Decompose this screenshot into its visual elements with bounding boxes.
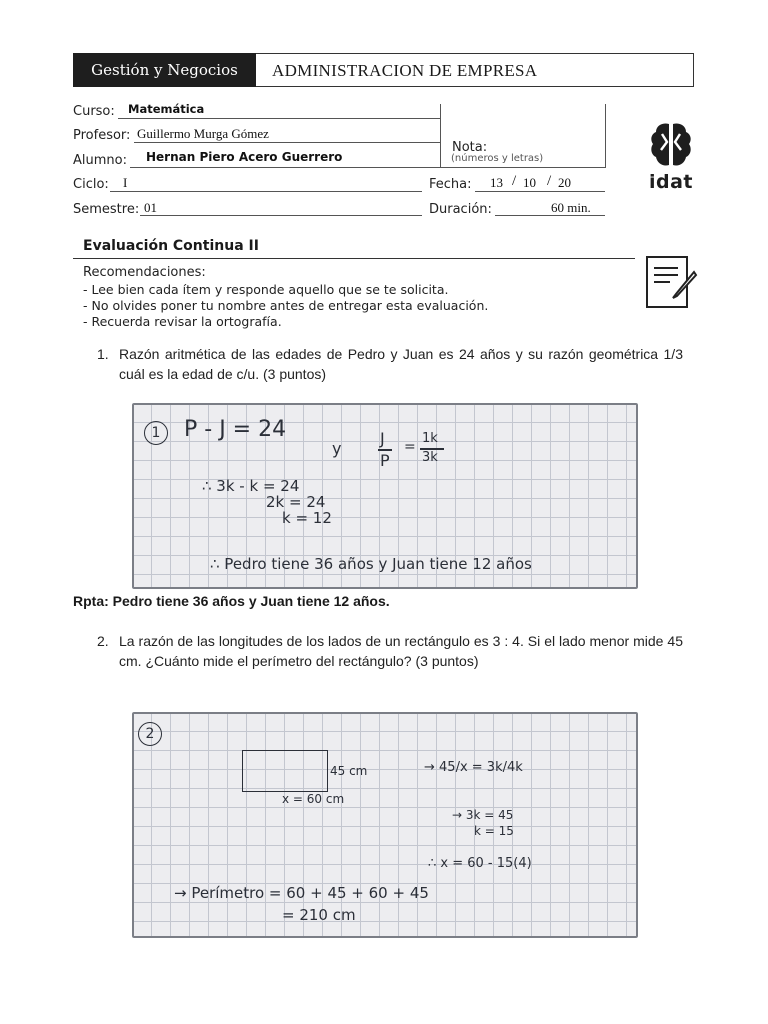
semestre-value: 01 <box>144 200 157 215</box>
alumno-line <box>130 167 440 168</box>
work-step: ∴ x = 60 - 15(4) <box>428 856 532 871</box>
ciclo-label: Ciclo: <box>73 177 109 192</box>
curso-line <box>118 118 440 119</box>
nota-box-left <box>440 104 441 167</box>
profesor-line <box>134 142 440 143</box>
work-step: → 3k = 45 <box>452 808 514 822</box>
answer-text: Rpta: Pedro tiene 36 años y Juan tiene 12 años. <box>73 593 390 609</box>
work-perimeter: → Perímetro = 60 + 45 + 60 + 45 <box>174 884 429 902</box>
question-number: 1. <box>97 346 109 362</box>
nota-box-right <box>605 104 606 167</box>
work-label: 1 <box>144 421 168 445</box>
handwritten-work-photo-1 <box>132 403 638 589</box>
alumno-label: Alumno: <box>73 153 127 168</box>
work-y: y <box>332 439 342 458</box>
course-title: ADMINISTRACION DE EMPRESA <box>272 61 538 80</box>
recommendation-item: - No olvides poner tu nombre antes de entregar esta evaluación. <box>83 298 489 313</box>
work-equals: = <box>404 439 416 455</box>
semestre-line <box>140 215 422 216</box>
work-side-short: 45 cm <box>330 764 368 778</box>
brain-icon <box>648 120 694 172</box>
work-ratio-num: 1k <box>422 431 438 446</box>
nota-hint: (números y letras) <box>451 153 544 164</box>
duracion-label: Duración: <box>429 202 492 217</box>
alumno-value: Hernan Piero Acero Guerrero <box>146 150 343 164</box>
nota-label: Nota: <box>452 140 488 155</box>
work-step: k = 15 <box>474 824 514 838</box>
recommendations-title: Recomendaciones: <box>83 265 206 280</box>
profesor-label: Profesor: <box>73 128 131 143</box>
evaluation-divider <box>73 258 635 259</box>
work-line: P - J = 24 <box>184 417 287 442</box>
work-label: 2 <box>138 722 162 746</box>
recommendation-item: - Lee bien cada ítem y responde aquello que se te solicita. <box>83 282 449 297</box>
work-result: = 210 cm <box>282 906 356 924</box>
fecha-line <box>475 191 605 192</box>
recommendation-item: - Recuerda revisar la ortografía. <box>83 314 282 329</box>
work-fraction-num: J <box>380 429 385 448</box>
question-number: 2. <box>97 633 109 649</box>
semestre-label: Semestre: <box>73 202 140 217</box>
duracion-line <box>495 215 605 216</box>
fecha-year: 20 <box>558 175 571 190</box>
work-step: 2k = 24 <box>266 493 326 511</box>
work-rectangle <box>242 750 328 792</box>
fecha-sep-1: / <box>512 173 517 189</box>
exam-pencil-icon <box>644 254 698 310</box>
curso-label: Curso: <box>73 104 115 119</box>
evaluation-title: Evaluación Continua II <box>83 238 259 254</box>
work-proportion: → 45/x = 3k/4k <box>424 760 523 775</box>
work-fraction-den: P <box>380 451 390 470</box>
ciclo-line <box>110 191 422 192</box>
work-step: k = 12 <box>282 509 332 527</box>
curso-value: Matemática <box>128 102 205 116</box>
work-step: ∴ 3k - k = 24 <box>202 477 300 495</box>
idat-logo-text: idat <box>649 171 694 193</box>
fecha-label: Fecha: <box>429 177 472 192</box>
duracion-value: 60 min. <box>551 200 591 215</box>
fecha-sep-2: / <box>547 173 552 189</box>
question-text: Razón aritmética de las edades de Pedro y Juan es 24 años y su razón geométrica 1/3 cuál es la edad de c/u. (3 puntos) <box>119 346 683 382</box>
fecha-day: 13 <box>490 175 503 190</box>
work-answer: ∴ Pedro tiene 36 años y Juan tiene 12 años <box>210 555 532 573</box>
work-ratio-den: 3k <box>422 450 438 465</box>
fecha-month: 10 <box>523 175 536 190</box>
work-side-long: x = 60 cm <box>282 792 345 806</box>
brand-label: Gestión y Negocios <box>73 53 256 87</box>
handwritten-work-photo-2 <box>132 712 638 938</box>
nota-box-bottom <box>440 167 606 168</box>
ciclo-value: I <box>123 175 128 190</box>
profesor-value: Guillermo Murga Gómez <box>137 126 269 141</box>
question-text: La razón de las longitudes de los lados de un rectángulo es 3 : 4. Si el lado menor mide 45 cm. ¿Cuánto mide el perímetro del rectángulo? (3 puntos) <box>119 633 683 669</box>
